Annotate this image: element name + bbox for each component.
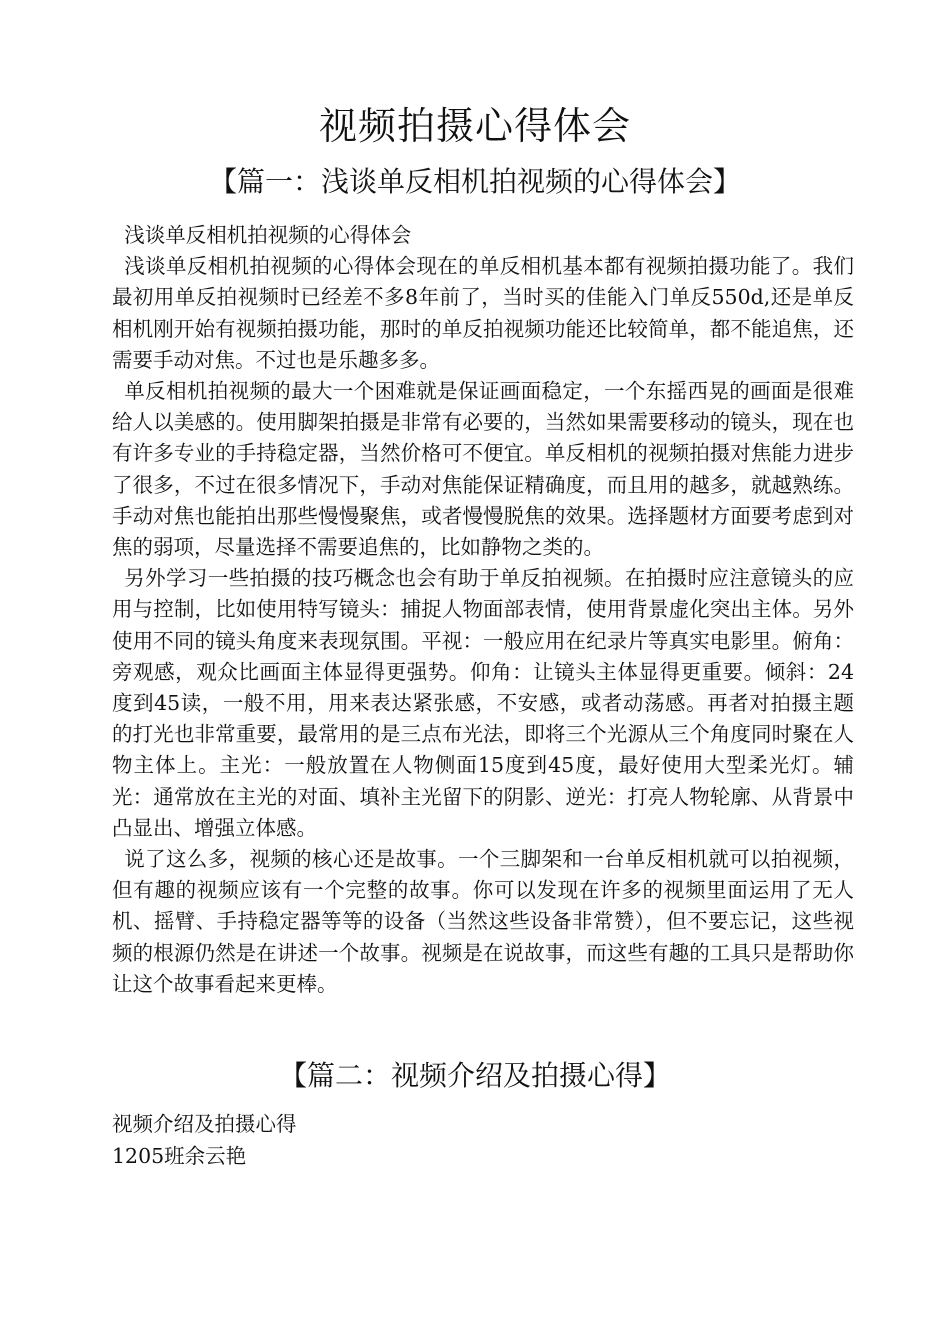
document-title: 视频拍摄心得体会 — [318, 104, 631, 148]
section-heading-2: 【篇二：视频介绍及拍摄心得】 — [278, 1059, 671, 1092]
section-2-body — [112, 1108, 854, 1172]
author-line: 1205班余云艳 — [112, 1144, 247, 1168]
paragraph: 说了这么多，视频的核心还是故事。一个三脚架和一台单反相机就可以拍视频，但有趣的视频应该有一个完整的故事。你可以发现在许多的视频里面运用了无人机、摇臂、手持稳定器等等的设备（当然这些设备非常赞），但不要忘记，这些视频的根源仍然是在讲述一个故事。视频是在说故事，而这些有趣的工具只是帮助你让这个故事看起来更棒。 — [112, 847, 854, 996]
paragraph: 单反相机拍视频的最大一个困难就是保证画面稳定，一个东摇西晃的画面是很难给人以美感的。使用脚架拍摄是非常有必要的，当然如果需要移动的镜头，现在也有许多专业的手持稳定器，当然价格可不便宜。单反相机的视频拍摄对焦能力进步了很多，不过在很多情况下，手动对焦能保证精确度，而且用的越多，就越熟练。手动对焦也能拍出那些慢慢聚焦，或者慢慢脱焦的效果。选择题材方面要考虑到对焦的弱项，尽量选择不需要追焦的，比如静物之类的。 — [112, 379, 854, 560]
paragraph: 浅谈单反相机拍视频的心得体会 — [124, 223, 412, 247]
section-heading-1: 【篇一：浅谈单反相机拍视频的心得体会】 — [208, 165, 741, 198]
paragraph: 浅谈单反相机拍视频的心得体会现在的单反相机基本都有视频拍摄功能了。我们最初用单反拍视频时已经差不多8年前了，当时买的佳能入门单反550d,还是单反相机刚开始有视频拍摄功能，那时的单反拍视频功能还比较简单，都不能追焦，还需要手动对焦。不过也是乐趣多多。 — [112, 254, 854, 372]
section-1-body — [112, 220, 854, 1000]
section-2-subtitle: 视频介绍及拍摄心得 — [112, 1112, 297, 1136]
paragraph: 另外学习一些拍摄的技巧概念也会有助于单反拍视频。在拍摄时应注意镜头的应用与控制，比如使用特写镜头：捕捉人物面部表情，使用背景虚化突出主体。另外使用不同的镜头角度来表现氛围。平视：一般应用在纪录片等真实电影里。俯角：旁观感，观众比画面主体显得更强势。仰角：让镜头主体显得更重要。倾斜：24度到45读，一般不用，用来表达紧张感，不安感，或者动荡感。再者对拍摄主题的打光也非常重要，最常用的是三点布光法，即将三个光源从三个角度同时聚在人物主体上。主光：一般放置在人物侧面15度到45度，最好使用大型柔光灯。辅光：通常放在主光的对面、填补主光留下的阴影、逆光：打亮人物轮廓、从背景中凸显出、增强立体感。 — [112, 566, 854, 840]
